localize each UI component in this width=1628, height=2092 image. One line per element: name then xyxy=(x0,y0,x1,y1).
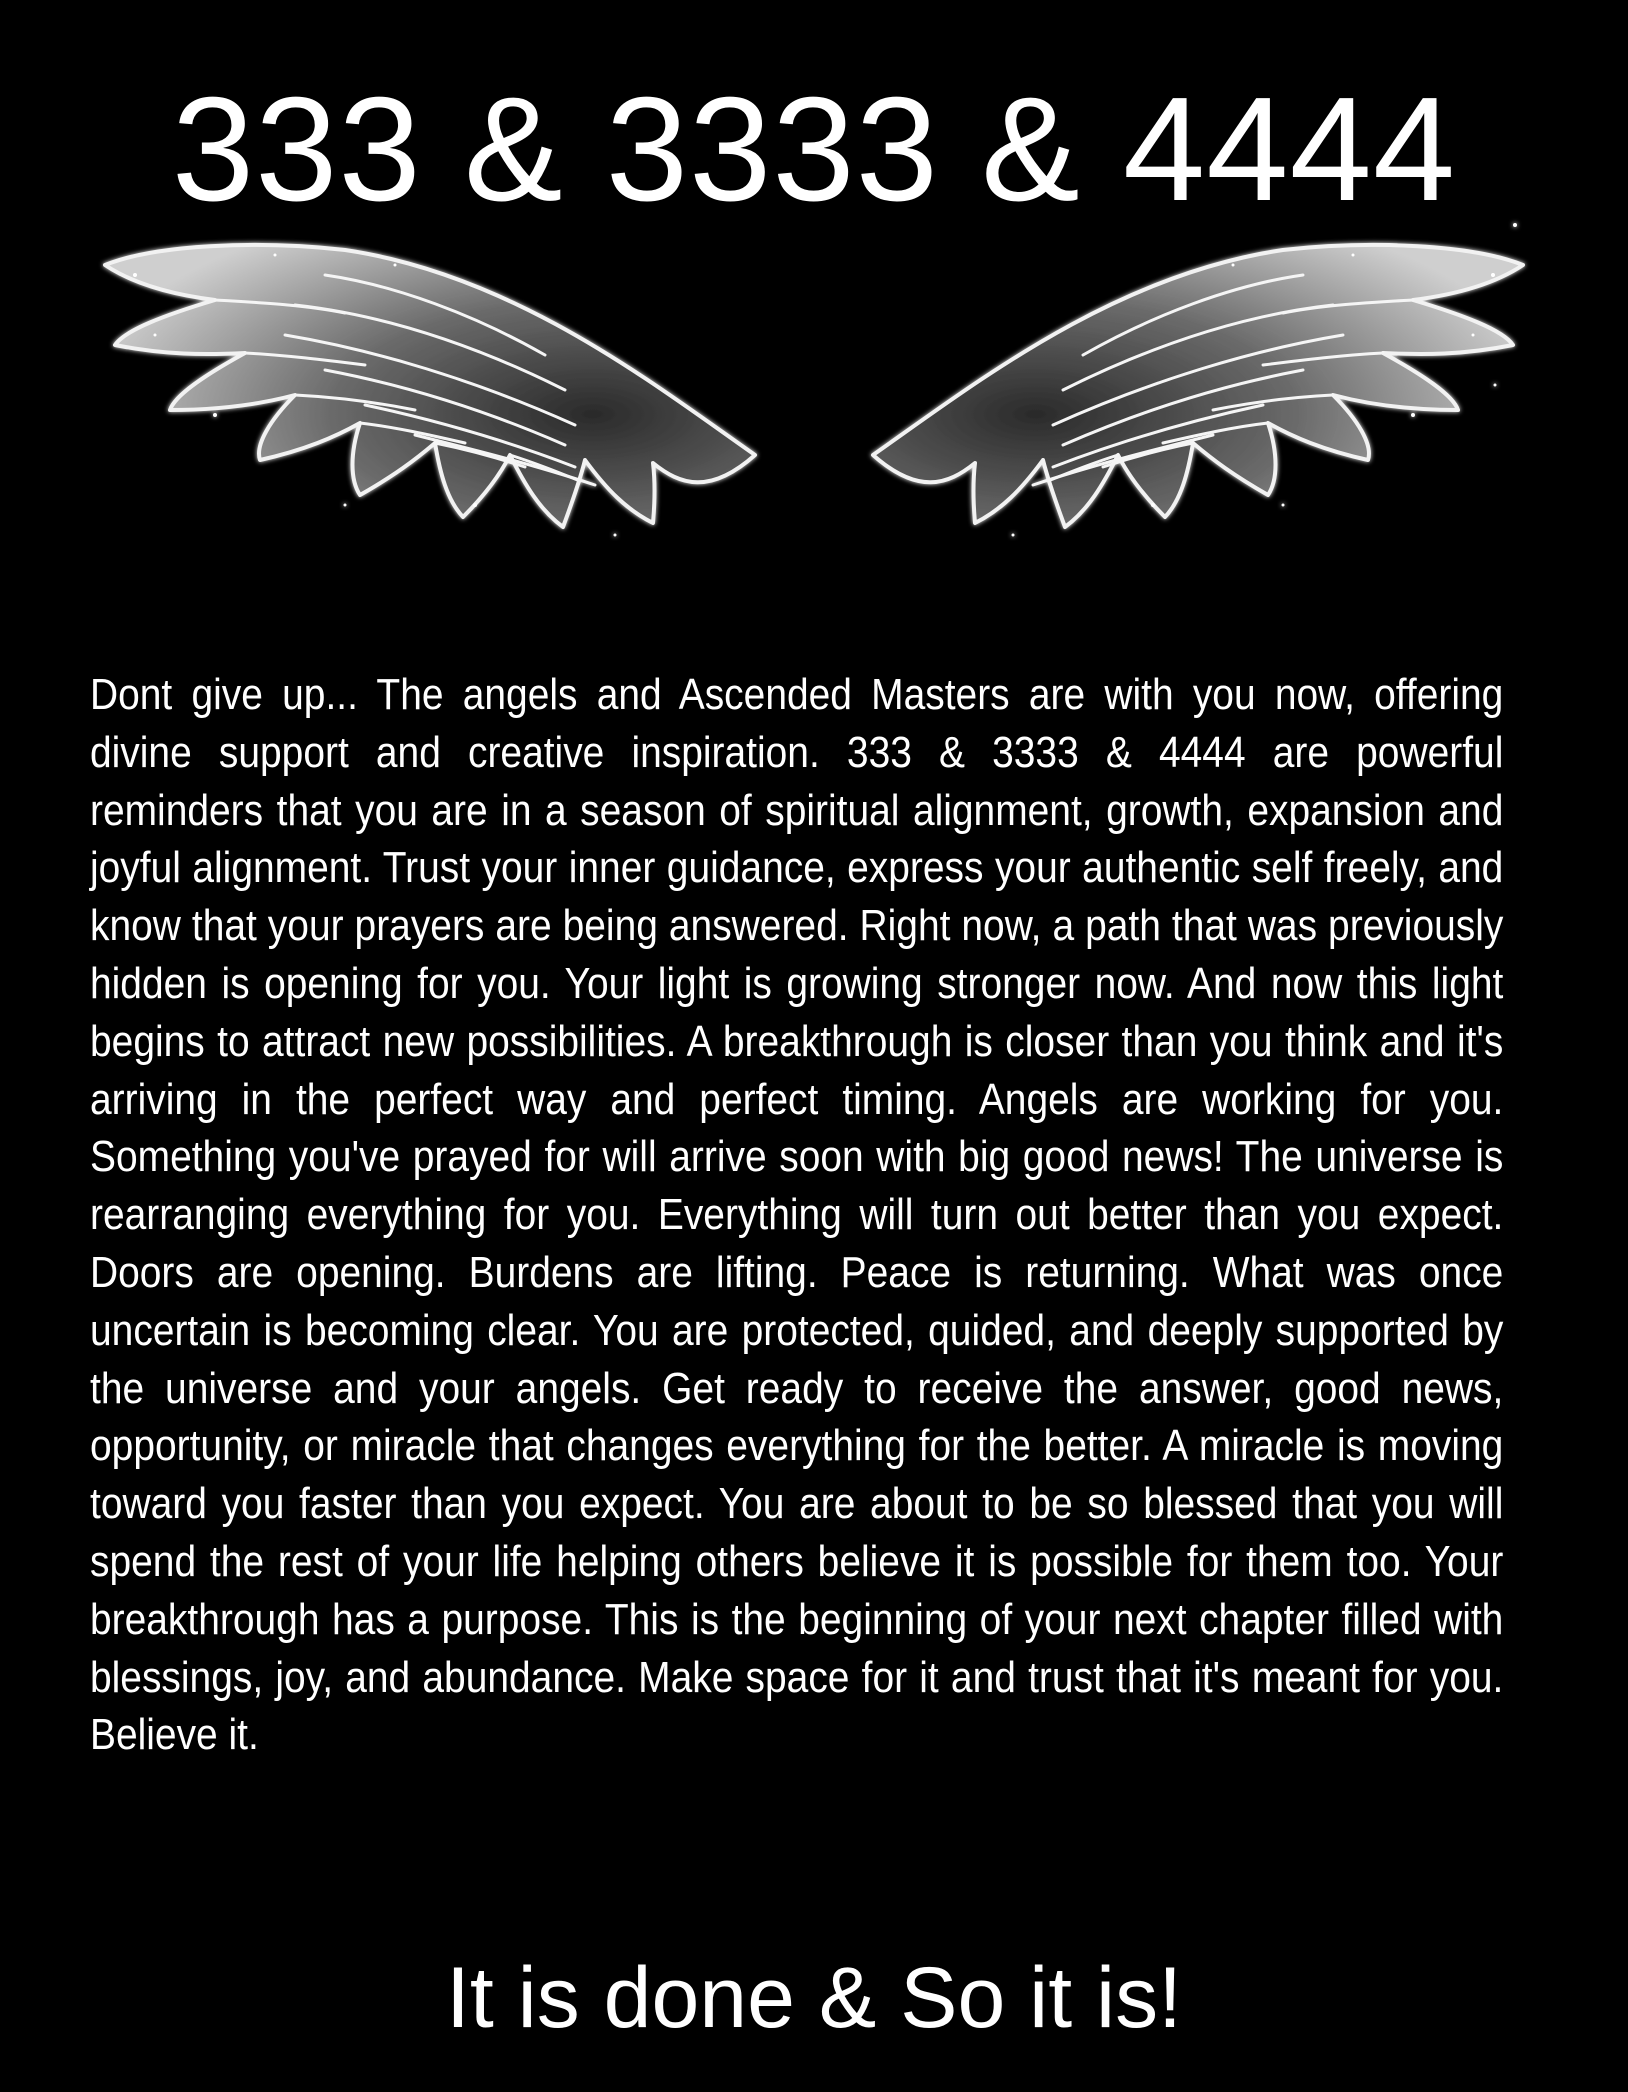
closing-line: It is done & So it is! xyxy=(445,1950,1183,2046)
right-wing xyxy=(873,223,1523,537)
left-wing xyxy=(105,245,755,537)
affirmation-text: Dont give up... The angels and Ascended Masters are with you now, offering divine support and creative inspiration. 333 & 3333 & 4444 are powerful reminders that you are in a season of spiritual alignment, growth, expansion and joyful alignment. Trust your inner guidance, express your authentic self freely, and know that your prayers are being answered. Right now, a path that was previously hidden is opening for you. Your light is growing stronger now. And now this light begins to attract new possibilities. A breakthrough is closer than you think and it's arriving in the perfect way and perfect timing. Angels are working for you. Something you've prayed for will arrive soon with big good news! The universe is rearranging everything for you. Everything will turn out better than you expect. Doors are opening. Burdens are lifting. Peace is returning. What was once uncertain is becoming clear. You are protected, quided, and deeply supported by the universe and your angels. Get ready to receive the answer, good news, opportunity, or miracle that changes everything for the better. A miracle is moving toward you faster than you expect. You are about to be so blessed that you will spend the rest of your life helping others believe it is possible for them too. Your breakthrough has a purpose. This is the beginning of your next chapter filled with blessings, joy, and abundance. Make space for it and trust that it's meant for you. Believe it. xyxy=(90,670,1504,1760)
angel-wings-icon xyxy=(95,205,1533,635)
poster-title: 333 & 3333 & 4444 xyxy=(171,67,1457,232)
